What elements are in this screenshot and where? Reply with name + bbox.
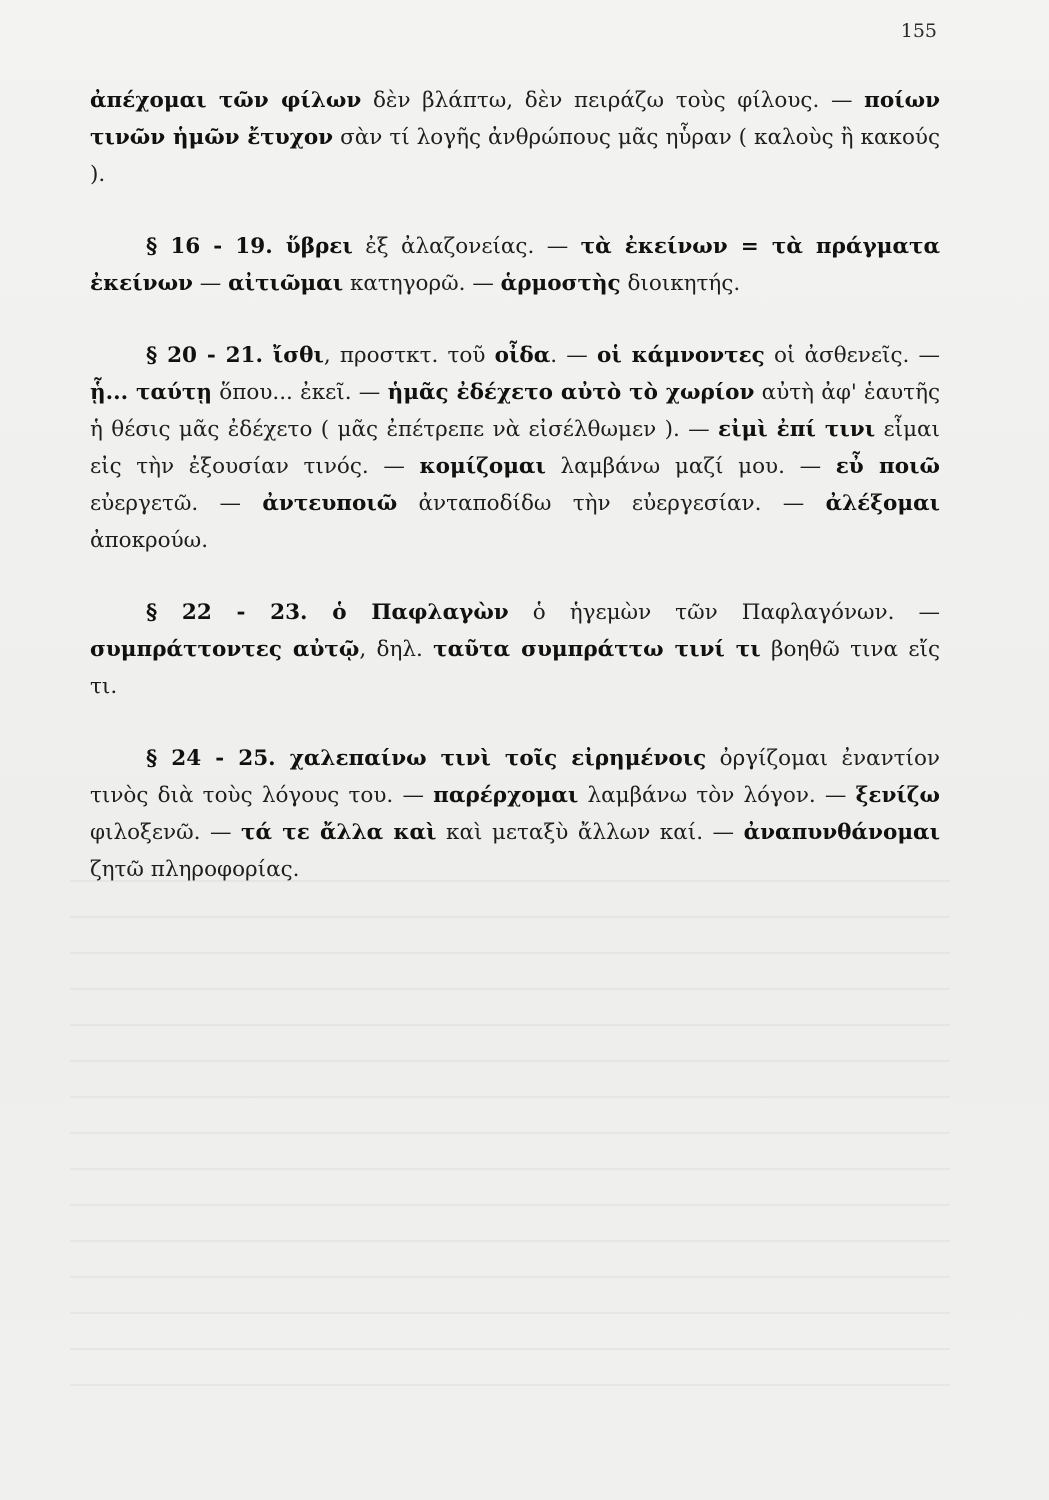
gloss-text: , προστκτ. τοῦ xyxy=(323,343,495,368)
gloss-text: ζητῶ πληροφορίας. xyxy=(90,857,300,882)
gloss-text: ὀργίζομαι ἐναντίον τινὸς διὰ τοὺς λόγους του. — xyxy=(90,746,940,808)
lemma-term: ξενίζω xyxy=(855,783,940,808)
lemma-term: ἀντευποιῶ xyxy=(262,491,398,516)
lemma-term: ἡμᾶς ἐδέχετο αὐτὸ τὸ χωρίον xyxy=(387,380,755,405)
lemma-term: εὖ ποιῶ xyxy=(835,454,940,479)
gloss-text: λαμβάνω τὸν λόγον. — xyxy=(578,783,856,808)
lemma-term: ἁρμοστὴς xyxy=(500,271,621,296)
gloss-text: οἱ ἀσθενεῖς. — xyxy=(764,343,941,368)
lemma-term: εἰμὶ ἐπί τινι xyxy=(718,417,876,442)
gloss-text: . — xyxy=(550,343,597,368)
lemma-term: ἀναπυνθάνομαι xyxy=(743,820,941,845)
gloss-text: διοικητής. xyxy=(620,271,741,296)
gloss-text: ἀνταποδίδω τὴν εὐεργεσίαν. — xyxy=(397,491,826,516)
lemma-term: ἴσθι xyxy=(272,343,324,368)
gloss-text: ἀποκρούω. xyxy=(90,528,209,553)
gloss-text: φιλοξενῶ. — xyxy=(90,820,242,845)
gloss-text: λαμβάνω μαζί μου. — xyxy=(545,454,836,479)
lemma-term: ποίων τινῶν ἡμῶν ἔτυχον xyxy=(90,88,940,150)
lemma-term: ἀλέξομαι xyxy=(825,491,941,516)
lemma-term: ἀπέχομαι τῶν φίλων xyxy=(90,88,362,113)
lemma-term: § 22 - 23. xyxy=(146,600,333,625)
paragraph-section-24-25 xyxy=(90,740,940,888)
lemma-term: κομίζομαι xyxy=(419,454,546,479)
gloss-text: βοηθῶ τινα εἴς τι. xyxy=(90,637,940,699)
gloss-text: δὲν βλάπτω, δὲν πειράζω τοὺς φίλους. — xyxy=(361,88,865,113)
lemma-term: παρέρχομαι xyxy=(433,783,579,808)
gloss-text: σὰν τί λογῆς ἀνθρώπους μᾶς ηὗραν ( καλοὺς ἢ κακούς ). xyxy=(90,125,940,187)
lemma-term: § 16 - 19. xyxy=(146,234,286,259)
lemma-term: ταῦτα συμπράττω τινί τι xyxy=(433,637,761,662)
paragraph-section-22-23 xyxy=(90,594,940,705)
gloss-text: κατηγορῶ. — xyxy=(343,271,501,296)
gloss-text: εὐεργετῶ. — xyxy=(90,491,263,516)
show-through-texture xyxy=(70,880,950,1400)
gloss-text: ὁ ἡγεμὼν τῶν Παφλαγόνων. — xyxy=(508,600,940,625)
gloss-text: ἐξ ἀλαζονείας. — xyxy=(352,234,581,259)
gloss-text: εἶμαι εἰς τὴν ἐξουσίαν τινός. — xyxy=(90,417,940,479)
lemma-term: τὰ ἐκείνων = τὰ πράγματα ἐκείνων xyxy=(90,234,941,296)
lemma-term: συμπράττοντες αὐτῷ xyxy=(90,637,360,662)
paragraph-intro xyxy=(90,82,940,193)
gloss-text: αὐτὴ ἀφ' ἑαυτῆς ἡ θέσις μᾶς ἐδέχετο ( μᾶς ἐπέτρεπε νὰ εἰσέλθωμεν ). — xyxy=(90,380,940,442)
lemma-term: οἶδα xyxy=(494,343,551,368)
commentary-text xyxy=(90,82,940,923)
lemma-term: ὕβρει xyxy=(285,234,353,259)
lemma-term: τά τε ἄλλα καὶ xyxy=(241,820,437,845)
lemma-term: αἰτιῶμαι xyxy=(228,271,344,296)
lemma-term: ᾗ... ταύτῃ xyxy=(90,380,213,405)
paragraph-section-20-21 xyxy=(90,337,940,559)
lemma-term: χαλεπαίνω τινὶ τοῖς εἰρημένοις xyxy=(289,746,707,771)
lemma-term: § 24 - 25. xyxy=(146,746,290,771)
gloss-text: — xyxy=(192,271,229,296)
page-number: 155 xyxy=(900,20,937,42)
lemma-term: οἱ κάμνοντες xyxy=(596,343,765,368)
gloss-text: καὶ μεταξὺ ἄλλων καί. — xyxy=(436,820,744,845)
lemma-term: ὁ Παφλαγὼν xyxy=(332,600,509,625)
lemma-term: § 20 - 21. xyxy=(146,343,273,368)
gloss-text: , δηλ. xyxy=(359,637,434,662)
gloss-text: ὅπου... ἐκεῖ. — xyxy=(212,380,388,405)
paragraph-section-16-19 xyxy=(90,228,940,302)
